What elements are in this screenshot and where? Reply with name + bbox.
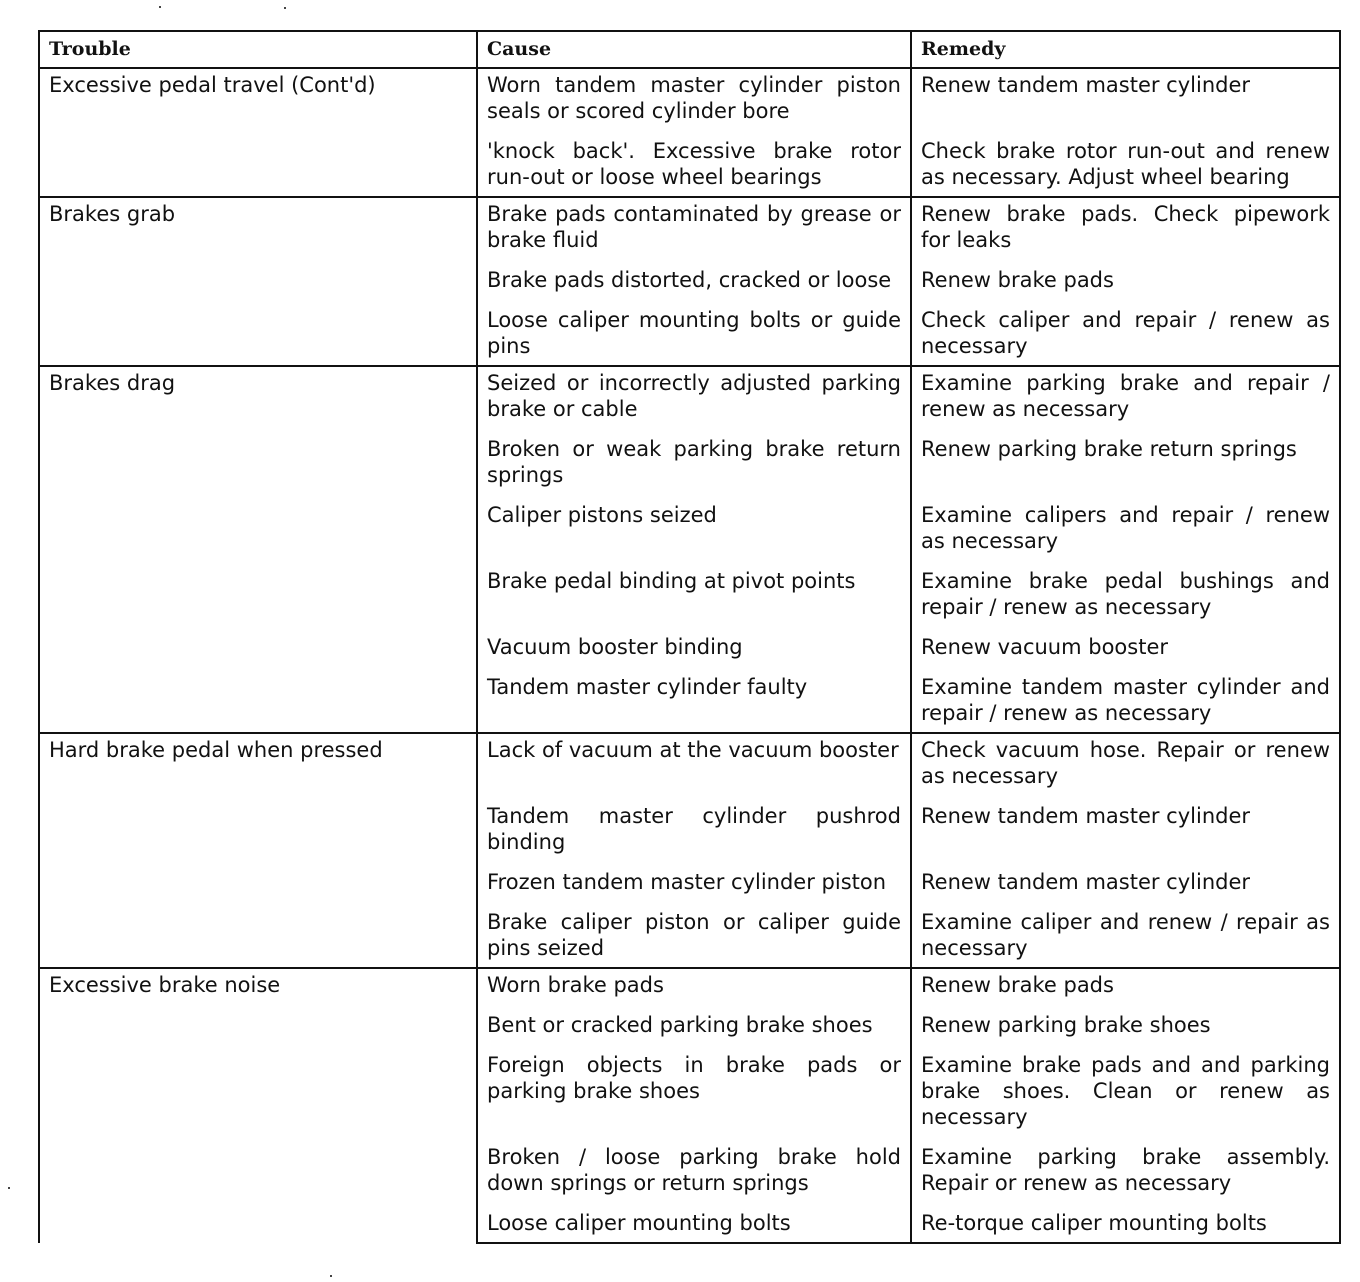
cause-text: Broken or weak parking brake return springs (487, 437, 901, 487)
table-row (39, 68, 1340, 135)
scan-speck (159, 6, 161, 8)
cause-cell (477, 565, 911, 631)
troubleshooting-table (38, 30, 1341, 1244)
header-cause: Cause (477, 31, 911, 68)
remedy-text: Examine parking brake and repair / renew as necessary (921, 371, 1330, 421)
cause-text: Vacuum booster binding (487, 635, 743, 659)
cause-text: Brake pads distorted, cracked or loose (487, 268, 892, 292)
cause-text: Brake pedal binding at pivot points (487, 569, 856, 593)
remedy-cell (911, 499, 1340, 565)
remedy-text: Renew brake pads. Check pipework for leaks (921, 202, 1330, 252)
remedy-text: Renew brake pads (921, 268, 1114, 292)
remedy-cell (911, 1049, 1340, 1141)
trouble-text: Excessive pedal travel (Cont'd) (49, 73, 376, 97)
scan-speck (330, 1275, 332, 1277)
header-trouble: Trouble (39, 31, 477, 68)
cause-cell (477, 631, 911, 671)
table-row (39, 197, 1340, 264)
table-row (39, 733, 1340, 800)
remedy-cell (911, 733, 1340, 800)
cause-cell (477, 968, 911, 1009)
header-row (39, 31, 1340, 68)
remedy-text: Renew parking brake shoes (921, 1013, 1211, 1037)
cause-cell (477, 304, 911, 366)
trouble-cell (39, 366, 477, 733)
cause-cell (477, 197, 911, 264)
cause-text: Tandem master cylinder faulty (487, 675, 808, 699)
remedy-text: Check caliper and repair / renew as necessary (921, 308, 1330, 358)
remedy-text: Renew parking brake return springs (921, 437, 1297, 461)
remedy-cell (911, 631, 1340, 671)
remedy-cell (911, 1207, 1340, 1243)
trouble-text: Excessive brake noise (49, 973, 281, 997)
table-row (39, 366, 1340, 433)
remedy-text: Examine parking brake assembly. Repair or renew as necessary (921, 1145, 1330, 1195)
trouble-cell (39, 733, 477, 968)
trouble-cell (39, 197, 477, 366)
remedy-text: Renew tandem master cylinder (921, 73, 1251, 97)
remedy-cell (911, 1009, 1340, 1049)
remedy-text: Check brake rotor run-out and renew as necessary. Adjust wheel bearing (921, 139, 1330, 189)
cause-cell (477, 733, 911, 800)
cause-text: Broken / loose parking brake hold down springs or return springs (487, 1145, 901, 1195)
cause-cell (477, 1049, 911, 1141)
remedy-text: Examine calipers and repair / renew as necessary (921, 503, 1330, 553)
trouble-cell (39, 968, 477, 1243)
trouble-text: Hard brake pedal when pressed (49, 738, 383, 762)
remedy-text: Examine brake pads and and parking brake shoes. Clean or renew as necessary (921, 1053, 1330, 1129)
remedy-cell (911, 565, 1340, 631)
remedy-cell (911, 906, 1340, 968)
cause-text: Brake caliper piston or caliper guide pins seized (487, 910, 901, 960)
cause-cell (477, 906, 911, 968)
remedy-text: Renew brake pads (921, 973, 1114, 997)
cause-text: Loose caliper mounting bolts or guide pins (487, 308, 901, 358)
remedy-cell (911, 671, 1340, 733)
remedy-cell (911, 304, 1340, 366)
cause-cell (477, 1009, 911, 1049)
cause-cell (477, 800, 911, 866)
remedy-text: Renew tandem master cylinder (921, 804, 1251, 828)
remedy-text: Renew vacuum booster (921, 635, 1168, 659)
table-body (39, 68, 1340, 1243)
cause-text: Brake pads contaminated by grease or brake fluid (487, 202, 901, 252)
header-remedy: Remedy (911, 31, 1340, 68)
cause-text: Frozen tandem master cylinder piston (487, 870, 887, 894)
remedy-cell (911, 366, 1340, 433)
scan-speck (284, 7, 286, 9)
cause-cell (477, 135, 911, 197)
remedy-text: Examine tandem master cylinder and repair / renew as necessary (921, 675, 1330, 725)
remedy-text: Re-torque caliper mounting bolts (921, 1211, 1267, 1235)
trouble-text: Brakes drag (49, 371, 176, 395)
remedy-cell (911, 1141, 1340, 1207)
cause-text: Foreign objects in brake pads or parking brake shoes (487, 1053, 901, 1103)
cause-text: Loose caliper mounting bolts (487, 1211, 791, 1235)
cause-text: Tandem master cylinder pushrod binding (487, 804, 901, 854)
cause-text: Bent or cracked parking brake shoes (487, 1013, 873, 1037)
cause-cell (477, 1141, 911, 1207)
cause-cell (477, 68, 911, 135)
remedy-cell (911, 264, 1340, 304)
scan-speck (8, 1187, 10, 1189)
remedy-text: Examine brake pedal bushings and repair / renew as necessary (921, 569, 1330, 619)
remedy-text: Check vacuum hose. Repair or renew as necessary (921, 738, 1330, 788)
trouble-cell (39, 68, 477, 197)
cause-cell (477, 366, 911, 433)
cause-text: Worn tandem master cylinder piston seals or scored cylinder bore (487, 73, 901, 123)
cause-cell (477, 499, 911, 565)
remedy-cell (911, 866, 1340, 906)
cause-cell (477, 671, 911, 733)
remedy-text: Renew tandem master cylinder (921, 870, 1251, 894)
remedy-cell (911, 800, 1340, 866)
cause-text: Seized or incorrectly adjusted parking brake or cable (487, 371, 901, 421)
remedy-cell (911, 433, 1340, 499)
remedy-cell (911, 135, 1340, 197)
cause-text: Caliper pistons seized (487, 503, 717, 527)
table-row (39, 968, 1340, 1009)
cause-text: Worn brake pads (487, 973, 664, 997)
cause-cell (477, 433, 911, 499)
cause-cell (477, 264, 911, 304)
trouble-text: Brakes grab (49, 202, 176, 226)
remedy-text: Examine caliper and renew / repair as necessary (921, 910, 1330, 960)
cause-cell (477, 1207, 911, 1243)
remedy-cell (911, 968, 1340, 1009)
cause-text: Lack of vacuum at the vacuum booster (487, 738, 899, 762)
remedy-cell (911, 197, 1340, 264)
cause-cell (477, 866, 911, 906)
cause-text: 'knock back'. Excessive brake rotor run-out or loose wheel bearings (487, 139, 901, 189)
remedy-cell (911, 68, 1340, 135)
